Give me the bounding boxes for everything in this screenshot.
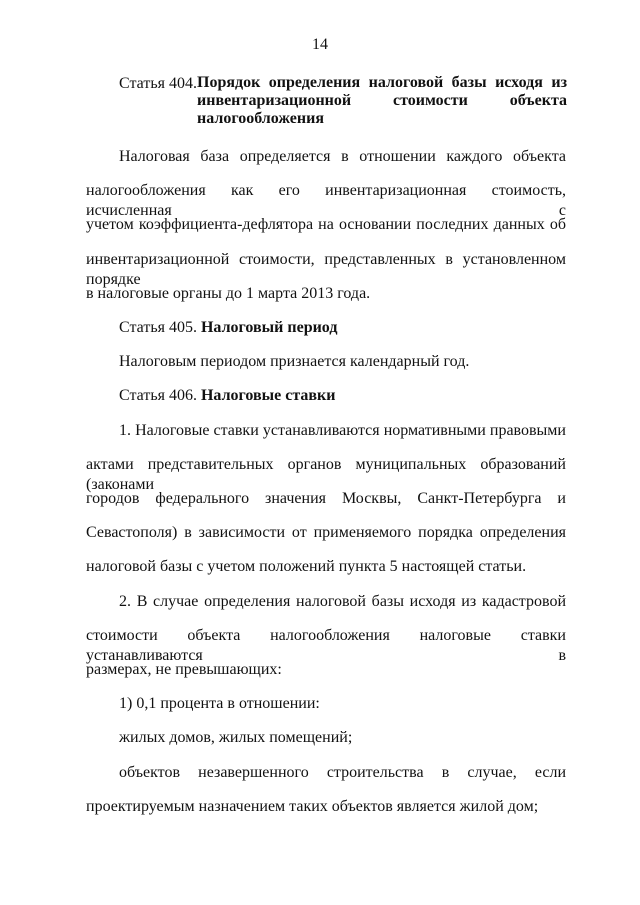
article-404-body-line: налогообложения как его инвентаризационная стоимость, исчисленная с: [86, 182, 566, 219]
article-406-title: Налоговые ставки: [200, 387, 336, 404]
page-number: 14: [312, 36, 328, 53]
article-406-para1-line: налоговой базы с учетом положений пункта 5 настоящей статьи.: [86, 558, 527, 575]
article-404-title-line: Порядок определения налоговой базы исходя из: [197, 74, 567, 91]
article-404-title-line: инвентаризационной стоимости объекта: [197, 92, 567, 109]
article-406-item1-a: жилых домов, жилых помещений;: [119, 729, 353, 746]
article-406-para1-line: городов федерального значения Москвы, Санкт-Петербурга и: [86, 490, 566, 507]
article-405-heading: [119, 318, 337, 338]
article-406-para1-line: актами представительных органов муниципальных образований (законами: [86, 456, 566, 493]
article-406-para1-line: Севастополя) в зависимости от применяемого порядка определения: [86, 524, 566, 541]
article-406-para1-line: 1. Налоговые ставки устанавливаются нормативными правовыми: [119, 422, 566, 439]
article-405-title: Налоговый период: [200, 319, 338, 336]
article-405-body: Налоговым периодом признается календарный год.: [119, 353, 470, 370]
article-406-para2-line: 2. В случае определения налоговой базы исходя из кадастровой: [119, 593, 566, 610]
article-406-heading: [119, 386, 335, 406]
article-406-item1: 1) 0,1 процента в отношении:: [119, 695, 320, 712]
article-404-title: [197, 74, 567, 128]
article-404-body-line: Налоговая база определяется в отношении каждого объекта: [119, 148, 566, 165]
article-404-body-line: в налоговые органы до 1 марта 2013 года.: [86, 285, 371, 302]
article-404-title-line: налогообложения: [197, 110, 324, 127]
article-404-label: Статья 404.: [119, 75, 197, 92]
article-404-body-line: инвентаризационной стоимости, представленных в установленном порядке: [86, 251, 566, 288]
article-405-label: Статья 405.: [119, 319, 197, 336]
article-406-para2-line: стоимости объекта налогообложения налоговые ставки устанавливаются в: [86, 627, 566, 664]
article-406-label: Статья 406.: [119, 387, 197, 404]
article-406-para2-line: размерах, не превышающих:: [86, 661, 282, 678]
article-406-item1-b-line: проектируемым назначением таких объектов является жилой дом;: [86, 798, 539, 815]
article-406-item1-b-line: объектов незавершенного строительства в случае, если: [119, 764, 566, 781]
article-404-body-line: учетом коэффициента-дефлятора на основании последних данных об: [86, 216, 566, 233]
